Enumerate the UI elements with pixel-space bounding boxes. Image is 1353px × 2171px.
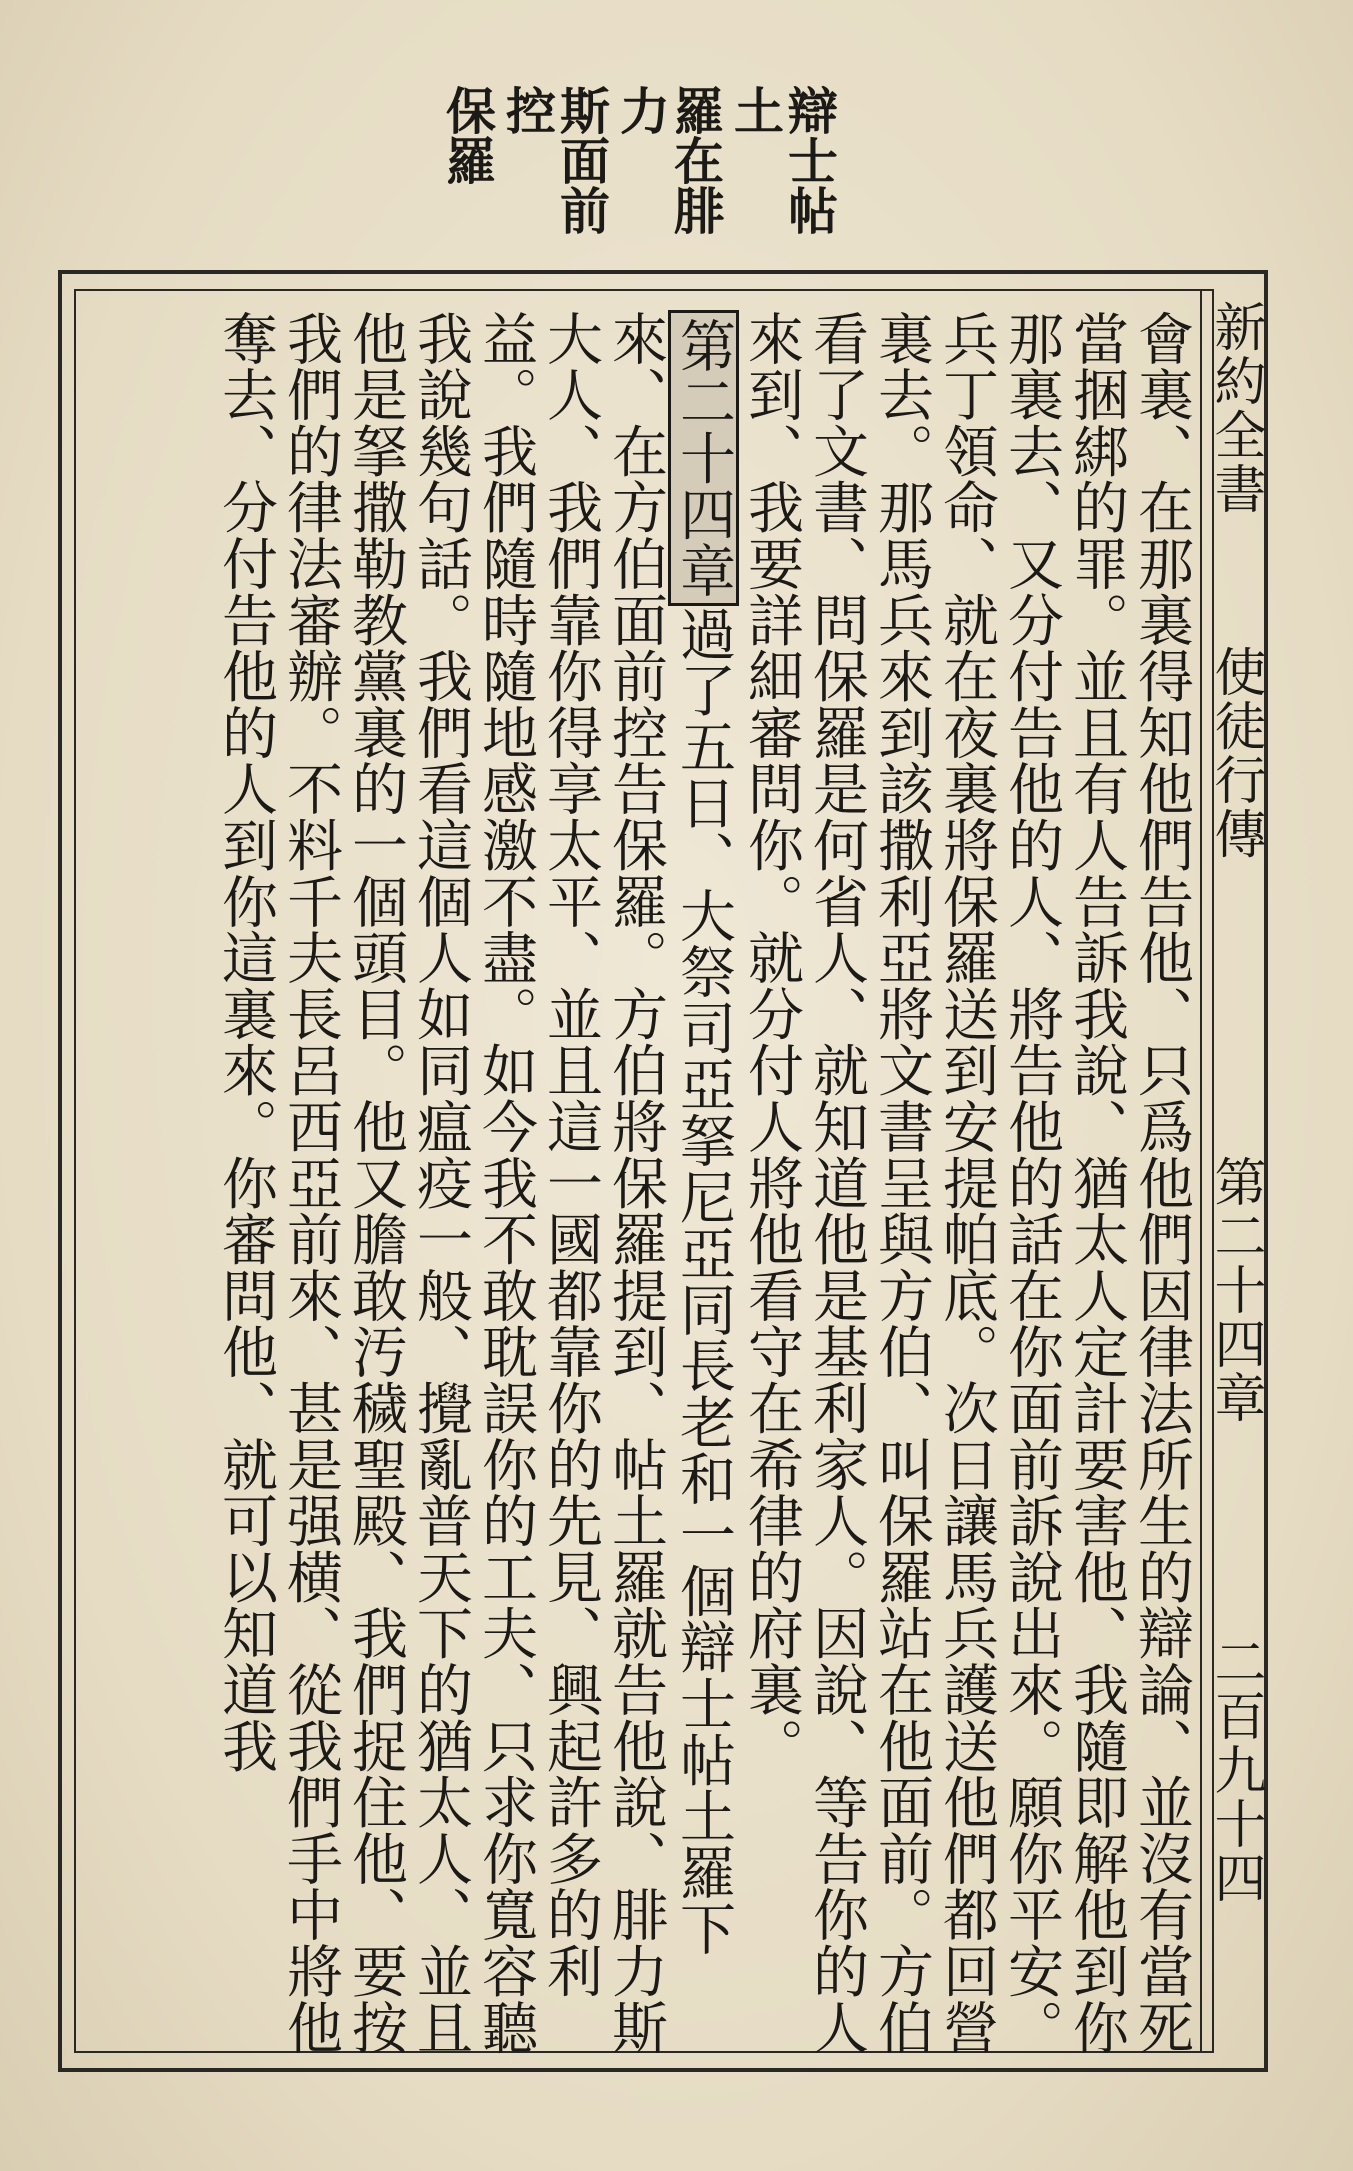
book-title: 新約全書 — [1205, 300, 1265, 516]
paragraph: 會裏、在那裏得知他們告他、只爲他們因律法所生的辯論、並沒有當死當捆綁的罪。並且有人告訴我說、猶太人定計要害他、我隨即解他到你那裏去、又分付告他的人、將告他的話在你面前訴說出來。願你平安。兵丁領命、就在夜裏將保羅送到安提帕底。次日讓馬兵護送他們都回營裏去。那馬兵來到該撒利亞將文書呈與方伯、叫保羅站在他面前。方伯看了文書、問保羅是何省人、就知道他是基利家人。因說、等告你的人來到、我要詳細審問你。就分付人將他看守在希律的府裏。 — [739, 310, 1194, 2056]
scripture-text — [94, 310, 1194, 2060]
running-header — [1206, 300, 1266, 1940]
bleed-through-text — [1010, 85, 1068, 235]
marginal-note-line: 斯面前控 — [498, 85, 611, 235]
marginal-note-line: 羅在腓力 — [612, 85, 725, 235]
chapter-label: 第二十四章 — [1205, 1155, 1265, 1425]
header-divider-rule — [1200, 289, 1202, 2053]
paragraph: 過了五日、大祭司亞拏尼亞同長老和一個辯士帖土羅下來、在方伯面前控告保羅。方伯將保羅提到、帖土羅就告他說、腓力斯大人、我們靠你得享太平、並且這一國都靠你的先見、興起許多的利益。我們隨時隨地感激不盡。如今我不敢耽誤你的工夫、只求你寬容聽我說幾句話。我們看這個人如同瘟疫一般、攪亂普天下的猶太人、並且他是拏撒勒教黨裏的一個頭目。他又膽敢汚穢聖殿、我們捉住他、要按我們的律法審辦。不料千夫長呂西亞前來、甚是强横、從我們手中將他奪去、分付告他的人到你這裏來。你審問他、就可以知道我 — [213, 310, 736, 2056]
marginal-notes — [438, 85, 839, 265]
book-name: 使徒行傳 — [1205, 645, 1265, 861]
chapter-paragraph — [213, 310, 739, 2060]
marginal-note-line: 辯士帖土 — [726, 85, 839, 235]
marginal-note-line: 保羅 — [438, 85, 497, 185]
page-number: 二百九十四 — [1205, 1635, 1265, 1905]
chapter-heading: 第二十四章 — [668, 310, 739, 606]
